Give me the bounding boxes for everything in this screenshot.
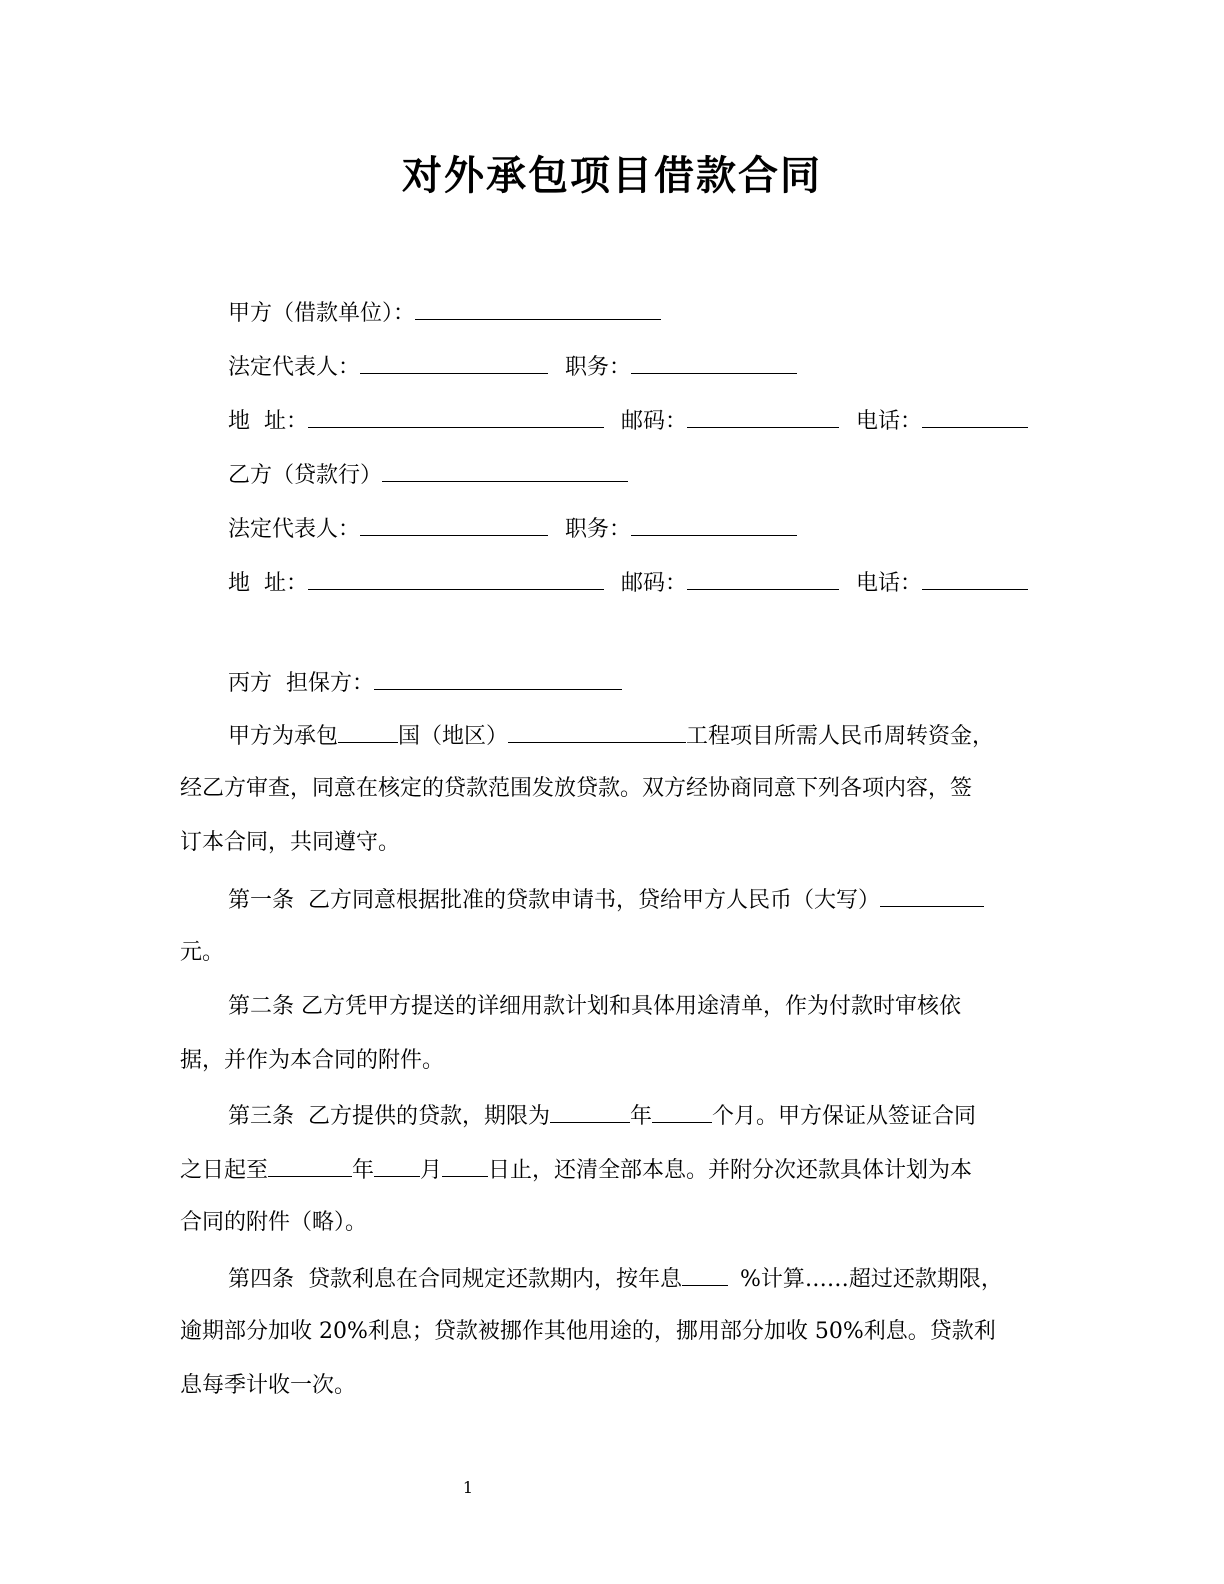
party-a-position-label: 职务： <box>565 355 632 380</box>
party-a-phone-label: 电话： <box>856 409 923 434</box>
interest-rate-field[interactable] <box>682 1263 728 1286</box>
party-b-phone-label: 电话： <box>856 571 923 596</box>
party-a-zip-field[interactable] <box>687 405 839 428</box>
article-3-text: 年 <box>630 1104 653 1129</box>
article-4-line-1 <box>228 1263 1003 1295</box>
preamble-line-2: 经乙方审查，同意在核定的贷款范围发放贷款。双方经协商同意下列各项内容，签 <box>180 776 973 801</box>
article-1-line-2: 元。 <box>180 940 225 965</box>
party-a-name-field[interactable] <box>415 297 661 320</box>
party-b-zip-label: 邮码： <box>621 571 688 596</box>
loan-amount-field[interactable] <box>880 884 984 907</box>
party-b-label: 乙方（贷款行） <box>228 463 383 488</box>
party-b-address-label: 地 址： <box>228 571 308 596</box>
party-a-address-line <box>228 405 1028 437</box>
repay-year-field[interactable] <box>268 1154 352 1177</box>
party-b-zip-field[interactable] <box>687 567 839 590</box>
party-b-rep-label: 法定代表人： <box>228 517 361 542</box>
article-4-text: 第四条 贷款利息在合同规定还款期内，按年息 <box>228 1267 682 1292</box>
document-title: 对外承包项目借款合同 <box>402 153 822 199</box>
page-number: 1 <box>462 1478 474 1497</box>
article-3-text: 月 <box>420 1158 443 1183</box>
party-b-rep-line <box>228 513 797 545</box>
article-3-text: 之日起至 <box>180 1158 269 1183</box>
project-field[interactable] <box>508 720 686 743</box>
article-1-line-1 <box>228 884 984 916</box>
party-a-label: 甲方（借款单位）： <box>228 301 416 326</box>
repay-day-field[interactable] <box>442 1154 488 1177</box>
party-a-phone-field[interactable] <box>922 405 1028 428</box>
party-b-name-field[interactable] <box>382 459 628 482</box>
article-3-text: 第三条 乙方提供的贷款，期限为 <box>228 1104 550 1129</box>
party-b-address-line <box>228 567 1028 599</box>
article-2-line-2: 据，并作为本合同的附件。 <box>180 1048 445 1073</box>
article-3-text: 个月。甲方保证从签证合同 <box>712 1104 977 1129</box>
preamble-line-3: 订本合同，共同遵守。 <box>180 830 401 855</box>
article-4-text: %计算……超过还款期限， <box>740 1267 1003 1292</box>
article-4-line-3: 息每季计收一次。 <box>180 1373 357 1398</box>
party-b-line <box>228 459 628 491</box>
term-months-field[interactable] <box>652 1100 712 1123</box>
article-3-line-2 <box>180 1154 972 1186</box>
article-3-text: 年 <box>352 1158 375 1183</box>
term-years-field[interactable] <box>550 1100 630 1123</box>
preamble-text: 甲方为承包 <box>228 724 339 749</box>
article-3-line-3: 合同的附件（略）。 <box>180 1210 368 1235</box>
preamble-line-1 <box>228 720 994 752</box>
party-a-address-field[interactable] <box>308 405 604 428</box>
preamble-text: 国（地区） <box>398 724 509 749</box>
country-field[interactable] <box>338 720 398 743</box>
party-c-guarantor-field[interactable] <box>374 667 622 690</box>
party-a-line <box>228 297 661 329</box>
party-a-address-label: 地 址： <box>228 409 308 434</box>
party-b-position-field[interactable] <box>631 513 797 536</box>
party-c-line <box>228 667 622 699</box>
party-a-rep-field[interactable] <box>360 351 548 374</box>
party-b-position-label: 职务： <box>565 517 632 542</box>
party-a-rep-line <box>228 351 797 383</box>
article-2-line-1: 第二条 乙方凭甲方提送的详细用款计划和具体用途清单，作为付款时审核依 <box>228 994 961 1019</box>
party-a-zip-label: 邮码： <box>621 409 688 434</box>
party-a-position-field[interactable] <box>631 351 797 374</box>
article-4-line-2: 逾期部分加收 20%利息；贷款被挪作其他用途的，挪用部分加收 50%利息。贷款利 <box>180 1319 996 1344</box>
party-b-rep-field[interactable] <box>360 513 548 536</box>
party-b-phone-field[interactable] <box>922 567 1028 590</box>
repay-month-field[interactable] <box>374 1154 420 1177</box>
article-1-text: 第一条 乙方同意根据批准的贷款申请书，贷给甲方人民币（大写） <box>228 888 880 913</box>
article-3-text: 日止，还清全部本息。并附分次还款具体计划为本 <box>488 1158 973 1183</box>
party-c-label: 丙方 担保方： <box>228 671 374 696</box>
party-a-rep-label: 法定代表人： <box>228 355 361 380</box>
article-3-line-1 <box>228 1100 976 1132</box>
preamble-text: 工程项目所需人民币周转资金， <box>686 724 995 749</box>
party-b-address-field[interactable] <box>308 567 604 590</box>
